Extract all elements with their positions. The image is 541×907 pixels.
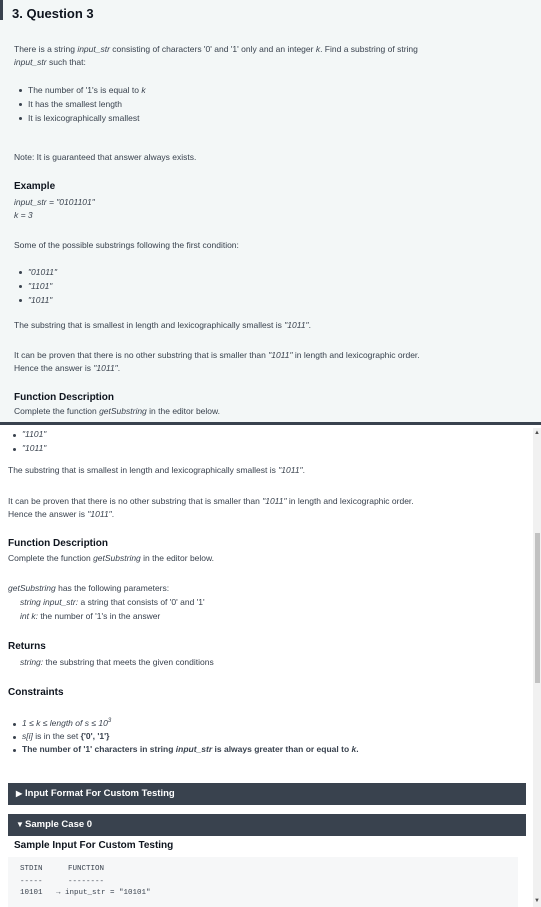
code-line-stdin: 10101	[20, 889, 43, 897]
input-format-accordion[interactable]: ▶ Input Format For Custom Testing	[8, 783, 526, 805]
function-description-text: Complete the function getSubstring in the editor below.	[8, 553, 215, 563]
title-accent-bar	[0, 0, 3, 20]
condition-2: It has the smallest length	[28, 99, 123, 109]
parameters-intro: getSubstring has the following parameters:	[8, 583, 170, 593]
param-input-str: string input_str: a string that consists of '0' and '1'	[20, 597, 205, 607]
bullet	[19, 117, 22, 120]
scrollbar-thumb[interactable]	[535, 533, 540, 683]
constraint-2: s[i] is in the set {'0', '1'}	[22, 731, 110, 741]
hence-text: Hence the answer is "1011".	[8, 509, 115, 519]
smallest-text: The substring that is smallest in length and lexicographically smallest is "1011".	[8, 465, 305, 475]
substring-item: "1101"	[22, 429, 47, 439]
bullet	[13, 736, 16, 739]
caret-down-icon: ▼	[16, 820, 24, 829]
example-heading: Example	[14, 181, 56, 192]
returns-text: string: the substring that meets the given conditions	[20, 657, 214, 667]
constraint-1: 1 ≤ k ≤ length of $s \le 10^3$	[22, 718, 112, 728]
sample-case-0-accordion[interactable]: ▼ Sample Case 0	[8, 814, 526, 836]
function-description-heading: Function Description	[8, 538, 108, 549]
param-k: int k: the number of '1's in the answer	[20, 611, 161, 621]
proof-text: It can be proven that there is no other substring that is smaller than "1011" in length and lexicographic order.	[8, 496, 414, 506]
constraints-heading: Constraints	[8, 687, 64, 698]
bullet	[19, 89, 22, 92]
bullet	[19, 285, 22, 288]
condition-3: It is lexicographically smallest	[28, 113, 140, 123]
caret-right-icon: ▶	[16, 789, 23, 798]
code-header-function: FUNCTION	[68, 865, 105, 873]
substring-item: "1011"	[22, 443, 47, 453]
code-divider-function: --------	[68, 878, 105, 886]
problem-panel-top	[0, 0, 541, 422]
proof-text: It can be proven that there is no other substring that is smaller than "1011" in length and lexicographic order.	[14, 350, 420, 360]
example-input: input_str = "0101101"	[14, 197, 95, 207]
condition-1: The number of '1's is equal to k	[28, 85, 146, 95]
returns-heading: Returns	[8, 641, 46, 652]
bullet	[13, 434, 16, 437]
intro-line-2: input_str such that:	[14, 57, 86, 67]
page-title: 3. Question 3	[12, 6, 94, 21]
sample-input-heading: Sample Input For Custom Testing	[14, 840, 174, 851]
substring-item: "1101"	[28, 281, 53, 291]
note: Note: It is guaranteed that answer always exists.	[14, 152, 197, 162]
possible-substrings-text: Some of the possible substrings following the first condition:	[14, 240, 239, 250]
code-line-function: → input_str = "10101"	[56, 889, 151, 897]
substring-item: "01011"	[28, 267, 58, 277]
bullet	[19, 271, 22, 274]
function-description-text: Complete the function getSubstring in the editor below.	[14, 406, 221, 416]
scroll-up-icon[interactable]: ▲	[534, 430, 540, 436]
bullet	[19, 103, 22, 106]
smallest-text: The substring that is smallest in length and lexicographically smallest is "1011".	[14, 320, 311, 330]
bullet	[13, 723, 16, 726]
bullet	[13, 749, 16, 752]
hence-text: Hence the answer is "1011".	[14, 363, 121, 373]
bullet	[13, 448, 16, 451]
bullet	[19, 299, 22, 302]
function-description-heading: Function Description	[14, 392, 114, 403]
example-k: k = 3	[14, 210, 33, 220]
scroll-down-icon[interactable]: ▼	[534, 898, 540, 904]
intro-line: There is a string input_str consisting of characters '0' and '1' only and an integer k. Find a substring of string	[14, 44, 418, 54]
substring-item: "1011"	[28, 295, 53, 305]
constraint-3: The number of '1' characters in string input_str is always greater than or equal to k.	[22, 744, 359, 754]
code-header-stdin: STDIN	[20, 865, 43, 873]
code-divider-stdin: -----	[20, 878, 43, 886]
